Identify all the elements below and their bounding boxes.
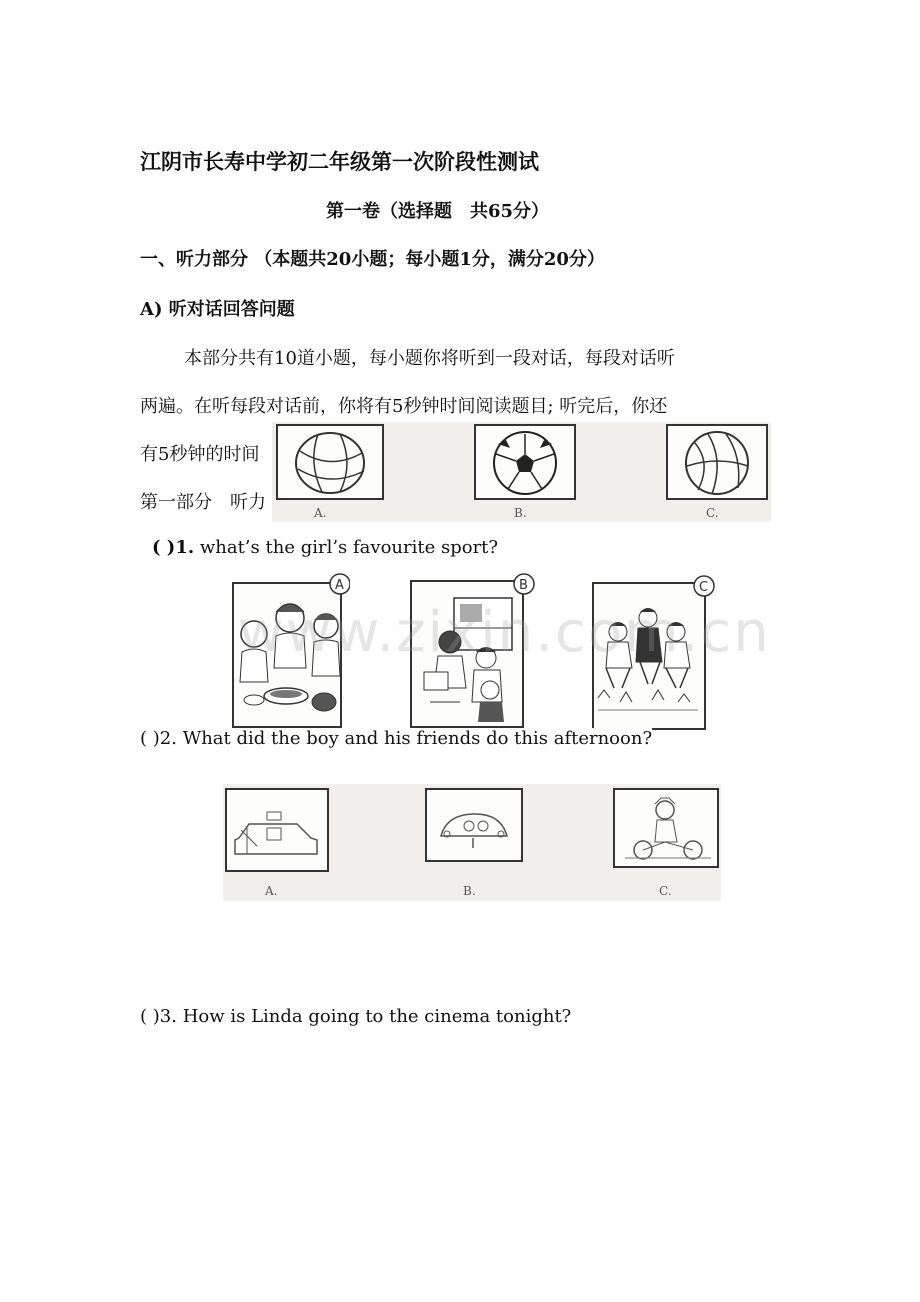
question-text: what’s the girl’s favourite sport? xyxy=(199,537,499,558)
option-letter: A xyxy=(335,578,344,593)
question-number: 2. xyxy=(159,728,177,749)
question-1 xyxy=(152,537,498,558)
answer-blank[interactable]: ( ) xyxy=(140,728,160,749)
part-a-heading: A) 听对话回答问题 xyxy=(140,299,295,320)
watermark: www.zixin.com.cn xyxy=(238,600,771,665)
option-letter: B xyxy=(519,578,528,593)
intro-line-3: 有5秒钟的时间 xyxy=(140,444,260,465)
answer-blank[interactable]: ( ) xyxy=(152,537,176,558)
option-letter: C xyxy=(699,580,709,595)
motorbike-icon xyxy=(615,790,717,866)
option-b-frame xyxy=(425,788,523,862)
option-c-frame xyxy=(613,788,719,868)
intro-line-2: 两遍。在听每段对话前，你将有5秒钟时间阅读题目; 听完后，你还 xyxy=(140,396,668,417)
option-a-label: A. xyxy=(314,506,327,520)
question-3 xyxy=(140,1006,571,1027)
q3-options-image xyxy=(223,784,721,901)
q1-options-image xyxy=(272,422,771,522)
answer-blank[interactable]: ( ) xyxy=(140,1006,160,1027)
volume-heading: 第一卷（选择题 共65分） xyxy=(326,201,550,222)
option-c-frame xyxy=(666,424,768,500)
option-a-frame xyxy=(225,788,329,872)
option-b-label: B. xyxy=(463,884,476,898)
basketball-icon xyxy=(278,426,382,498)
question-2 xyxy=(140,728,652,749)
car-icon xyxy=(427,790,521,860)
option-b-label: B. xyxy=(514,506,527,520)
taxi-icon xyxy=(227,790,327,870)
option-a-label: A. xyxy=(265,884,278,898)
option-b-frame xyxy=(474,424,576,500)
question-text: What did the boy and his friends do this afternoon? xyxy=(182,728,653,749)
option-c-label: C. xyxy=(706,506,719,520)
part-1-label: 第一部分 听力 xyxy=(140,492,266,513)
question-number: 1. xyxy=(175,537,195,558)
intro-line-1: 本部分共有10道小题，每小题你将听到一段对话，每段对话听 xyxy=(184,348,675,369)
soccer-ball-icon xyxy=(476,426,574,498)
question-number: 3. xyxy=(159,1006,177,1027)
page-title: 江阴市长寿中学初二年级第一次阶段性测试 xyxy=(140,150,539,174)
section-heading: 一、听力部分 （本题共20小题；每小题1分，满分20分） xyxy=(140,249,605,270)
option-c-label: C. xyxy=(659,884,672,898)
option-a-frame xyxy=(276,424,384,500)
volleyball-icon xyxy=(668,426,766,498)
question-text: How is Linda going to the cinema tonight? xyxy=(182,1006,572,1027)
